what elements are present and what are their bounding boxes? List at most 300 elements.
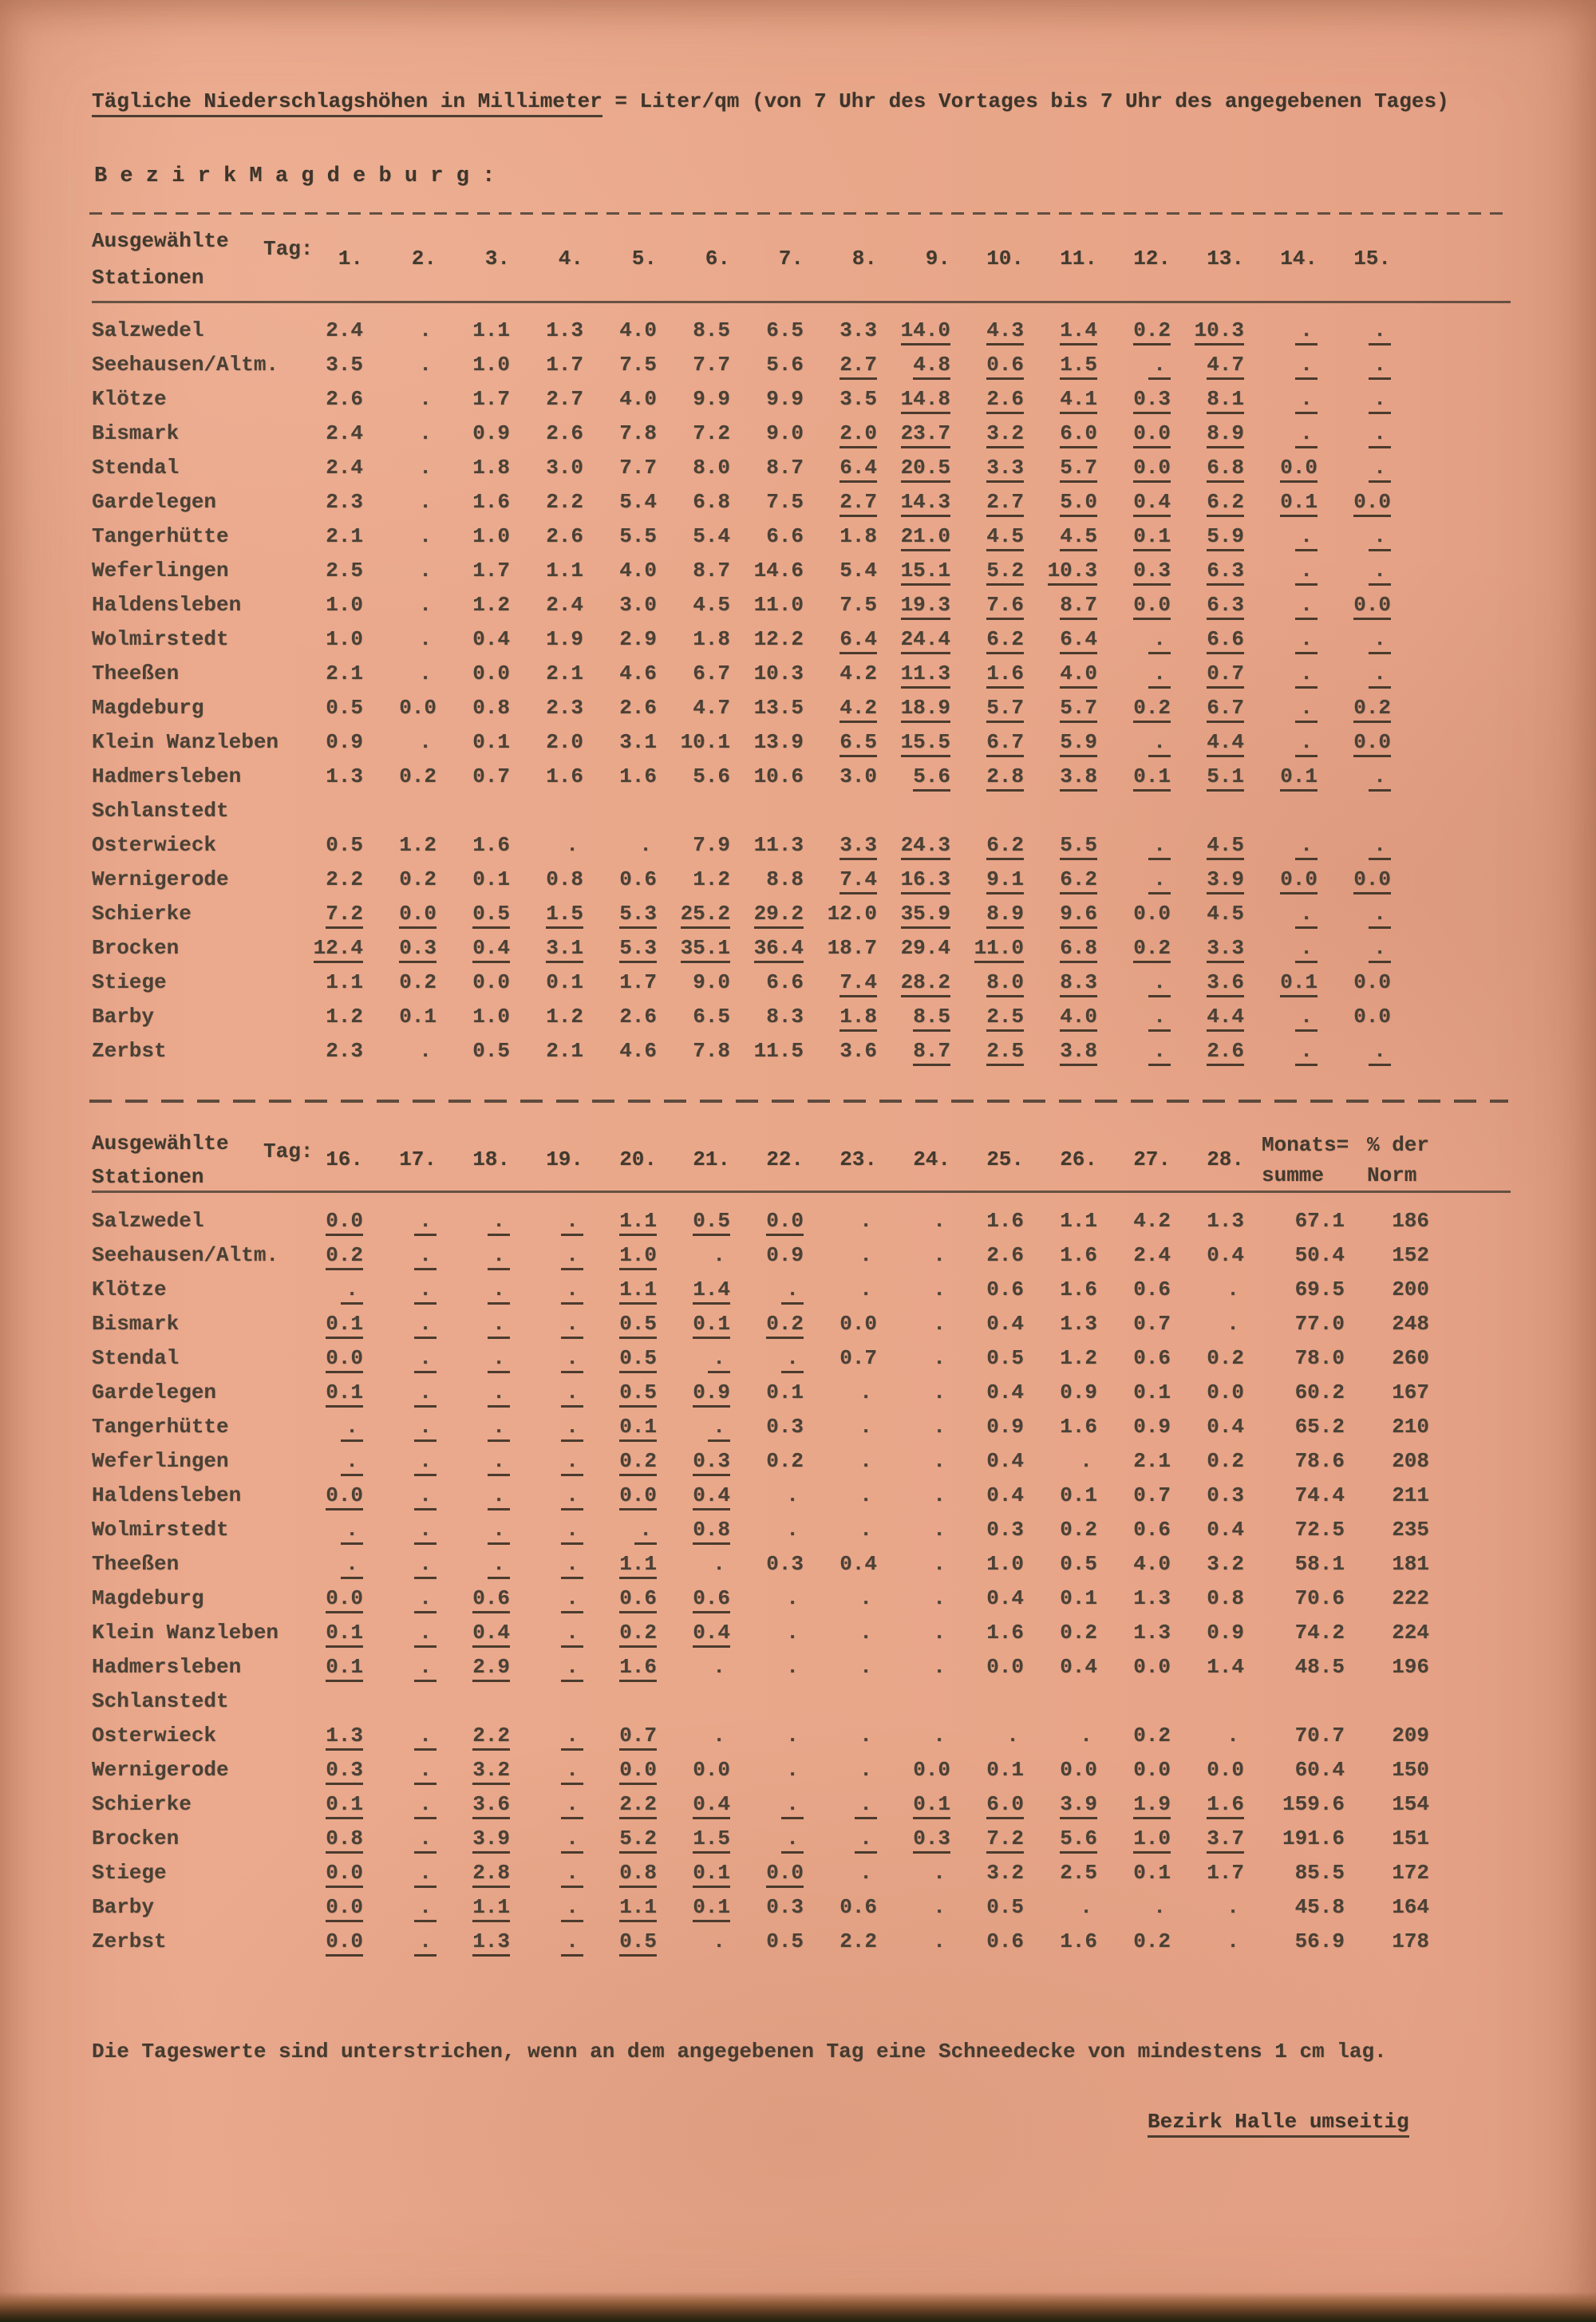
cell-text: .	[713, 1243, 725, 1267]
value-cell	[968, 622, 1041, 657]
value-cell	[1115, 966, 1188, 1000]
value-cell	[454, 1925, 527, 1959]
cell-text: 0.1	[986, 1758, 1024, 1782]
cell-text: 167	[1392, 1380, 1429, 1404]
value-cell	[1041, 1479, 1115, 1513]
value-cell	[748, 1856, 821, 1890]
cell-text: 0.0	[1133, 456, 1171, 483]
cell-text: 1.3	[326, 1724, 363, 1751]
value-cell	[381, 1376, 454, 1410]
cell-text: 2.9	[619, 627, 657, 651]
value-cell	[968, 451, 1041, 485]
cell-text: 23.	[839, 1147, 877, 1171]
cell-text: .	[786, 1621, 799, 1645]
value-cell	[968, 897, 1041, 931]
cell-text: .	[414, 1793, 437, 1819]
cell-text: 10.3	[753, 661, 804, 685]
value-cell	[454, 828, 527, 863]
station-row	[92, 1479, 1511, 1513]
day-column-header	[1115, 247, 1188, 271]
value-cell	[1262, 931, 1335, 966]
value-cell	[968, 485, 1041, 519]
value-cell	[454, 1719, 527, 1753]
cell-text: 2.9	[472, 1656, 510, 1682]
value-cell	[381, 725, 454, 760]
value-cell	[527, 1925, 601, 1959]
value-cell	[968, 314, 1041, 348]
cell-text: 0.8	[1207, 1586, 1244, 1610]
value-cell	[674, 1753, 748, 1787]
value-cell	[1115, 691, 1188, 725]
value-cell	[381, 348, 454, 382]
value-cell	[968, 1822, 1041, 1856]
value-cell	[821, 1856, 895, 1890]
cell-text: 191.6	[1282, 1826, 1345, 1850]
value-cell	[674, 417, 748, 451]
value-cell	[1188, 485, 1262, 519]
cell-text: 8.8	[766, 867, 804, 891]
station-row	[92, 828, 1511, 863]
value-cell	[1115, 1719, 1188, 1753]
value-cell	[527, 1000, 601, 1034]
station-name: Tangerhütte	[92, 1415, 229, 1439]
percent-norm-header-line1: % der	[1367, 1133, 1430, 1157]
cell-text: 0.6	[1133, 1346, 1171, 1370]
station-name: Brocken	[92, 1826, 180, 1850]
cell-text: 0.2	[399, 867, 437, 891]
cell-text: .	[561, 1862, 583, 1888]
value-cell	[821, 417, 895, 451]
cell-text: 0.7	[1133, 1312, 1171, 1336]
station-row	[92, 1444, 1511, 1479]
cell-text: .	[933, 1243, 946, 1267]
value-cell	[968, 348, 1041, 382]
cell-text: .	[781, 1827, 804, 1854]
station-name: Haldensleben	[92, 1483, 242, 1507]
cell-text: 2.3	[546, 696, 583, 720]
value-cell	[381, 828, 454, 863]
value-cell	[601, 1547, 674, 1582]
cell-text: 0.0	[1280, 456, 1317, 483]
cell-text: .	[1227, 1277, 1239, 1301]
value-cell	[1188, 897, 1262, 931]
value-cell	[601, 1000, 674, 1034]
cell-text: 1.6	[1060, 1415, 1097, 1439]
station-row	[92, 417, 1511, 451]
cell-text: 7.7	[693, 353, 730, 377]
station-row	[92, 1000, 1511, 1034]
value-cell	[895, 691, 968, 725]
cell-text: 3.2	[986, 1861, 1024, 1885]
cell-text: 3.3	[839, 834, 877, 860]
value-cell	[601, 1341, 674, 1376]
cell-text: .	[414, 1381, 437, 1408]
cell-text: 0.1	[766, 1380, 804, 1404]
value-cell	[381, 1719, 454, 1753]
value-cell	[601, 1444, 674, 1479]
cell-text: .	[1369, 662, 1391, 689]
value-cell	[1335, 657, 1408, 691]
cell-text: 1.1	[619, 1553, 657, 1579]
value-cell	[601, 1034, 674, 1068]
value-cell	[1262, 622, 1335, 657]
value-cell	[895, 1513, 968, 1547]
value-cell	[454, 1616, 527, 1650]
value-cell	[1188, 725, 1262, 760]
cell-text: 21.	[693, 1147, 730, 1171]
cell-text: 24.4	[901, 628, 950, 654]
cell-text: 150	[1392, 1758, 1429, 1782]
value-cell	[1041, 863, 1115, 897]
value-cell	[748, 1513, 821, 1547]
value-cell	[601, 1719, 674, 1753]
value-cell	[1188, 1719, 1262, 1753]
cell-text: 7.4	[839, 971, 877, 997]
cell-text: 5.6	[693, 764, 730, 788]
cell-text: 7.8	[693, 1039, 730, 1063]
value-cell	[968, 863, 1041, 897]
value-cell	[968, 1856, 1041, 1890]
cell-text: 0.2	[766, 1449, 804, 1473]
value-cell	[1188, 931, 1262, 966]
value-cell	[454, 760, 527, 794]
cell-text: .	[786, 1758, 799, 1782]
value-cell	[454, 1204, 527, 1238]
value-cell	[674, 1204, 748, 1238]
cell-text: 70.6	[1294, 1586, 1345, 1610]
cell-text: 18.7	[827, 936, 877, 960]
cell-text: 1.7	[546, 353, 583, 377]
cell-text: 2.6	[1207, 1040, 1244, 1066]
value-cell	[1115, 1513, 1188, 1547]
cell-text: 5.3	[619, 902, 657, 929]
value-cell	[454, 1547, 527, 1582]
station-row	[92, 314, 1511, 348]
cell-text: 6.4	[839, 456, 877, 483]
cell-text: 19.	[546, 1147, 583, 1171]
cell-text: 0.0	[326, 1484, 363, 1510]
cell-text: 0.4	[986, 1380, 1024, 1404]
value-cell	[1115, 417, 1188, 451]
value-cell	[1188, 1341, 1262, 1376]
value-cell	[307, 588, 381, 622]
value-cell	[674, 657, 748, 691]
value-cell	[895, 1925, 968, 1959]
cell-text: 6.0	[986, 1793, 1024, 1819]
cell-text: 5.6	[913, 765, 950, 792]
cell-text: .	[561, 1724, 583, 1751]
value-cell	[1188, 1204, 1262, 1238]
monthly-sum-cell	[1262, 1307, 1367, 1341]
cell-text: .	[1153, 1895, 1166, 1919]
value-cell	[307, 1925, 381, 1959]
value-cell	[748, 1034, 821, 1068]
cell-text: .	[561, 1416, 583, 1442]
value-cell	[307, 1753, 381, 1787]
cell-text: 0.5	[766, 1929, 804, 1953]
value-cell	[821, 897, 895, 931]
value-cell	[527, 1273, 601, 1307]
cell-text: 85.5	[1294, 1861, 1345, 1885]
cell-text: 2.5	[986, 1040, 1024, 1066]
cell-text: 1.4	[693, 1278, 730, 1305]
value-cell	[307, 657, 381, 691]
cell-text: 14.6	[753, 559, 804, 582]
value-cell	[307, 348, 381, 382]
value-cell	[821, 382, 895, 417]
cell-text: 11.3	[901, 662, 950, 689]
station-row	[92, 1547, 1511, 1582]
cell-text: 0.6	[619, 867, 657, 891]
station-name: Klein Wanzleben	[92, 1621, 279, 1645]
cell-text: 1.2	[1060, 1346, 1097, 1370]
cell-text: 5.6	[1060, 1827, 1097, 1854]
value-cell	[674, 1547, 748, 1582]
value-cell	[1041, 1034, 1115, 1068]
station-name: Klötze	[92, 387, 167, 411]
value-cell	[601, 382, 674, 417]
cell-text: 20.5	[901, 456, 950, 483]
value-cell	[527, 519, 601, 554]
cell-text: 8.	[851, 247, 877, 271]
value-cell	[674, 451, 748, 485]
cell-text: .	[933, 1277, 946, 1301]
cell-text: 1.3	[1060, 1312, 1097, 1336]
value-cell	[1188, 382, 1262, 417]
value-cell	[307, 1582, 381, 1616]
value-cell	[1188, 1273, 1262, 1307]
value-cell	[1041, 622, 1115, 657]
cell-text: 2.6	[986, 1243, 1024, 1267]
value-cell	[674, 1307, 748, 1341]
cell-text: 0.0	[1353, 1005, 1391, 1029]
station-name: Theeßen	[92, 1552, 180, 1576]
value-cell	[1262, 966, 1335, 1000]
cell-text: 6.5	[693, 1005, 730, 1029]
value-cell	[381, 1822, 454, 1856]
cell-text: .	[1369, 559, 1391, 586]
value-cell	[527, 1479, 601, 1513]
value-cell	[381, 554, 454, 588]
value-cell	[1262, 760, 1335, 794]
cell-text: 8.7	[913, 1040, 950, 1066]
cell-text: 24.3	[901, 834, 950, 860]
value-cell	[527, 588, 601, 622]
cell-text: 11.3	[753, 833, 804, 857]
cell-text: 260	[1392, 1346, 1429, 1370]
cell-text: .	[561, 1450, 583, 1476]
value-cell	[1115, 1204, 1188, 1238]
value-cell	[748, 1307, 821, 1341]
value-cell	[381, 1616, 454, 1650]
cell-text: .	[561, 1827, 583, 1854]
cell-text: 0.4	[1060, 1655, 1097, 1679]
value-cell	[674, 1000, 748, 1034]
value-cell	[821, 725, 895, 760]
value-cell	[1041, 348, 1115, 382]
cell-text: 4.5	[986, 525, 1024, 551]
cell-text: 5.6	[766, 353, 804, 377]
value-cell	[895, 417, 968, 451]
value-cell	[895, 1376, 968, 1410]
station-name: Wolmirstedt	[92, 1518, 229, 1542]
value-cell	[1041, 1582, 1115, 1616]
cell-text: 0.5	[619, 1347, 657, 1373]
value-cell	[895, 1753, 968, 1787]
cell-text: 15.	[1353, 247, 1391, 271]
cell-text: .	[488, 1278, 510, 1305]
cell-text: 9.9	[766, 387, 804, 411]
cell-text: .	[859, 1415, 872, 1439]
station-row	[92, 554, 1511, 588]
cell-text: 36.4	[754, 937, 804, 963]
value-cell	[601, 348, 674, 382]
cell-text: 1.6	[546, 764, 583, 788]
stations-header-line2: Stationen	[92, 1165, 204, 1189]
table2-header-rule	[92, 1191, 1511, 1193]
value-cell	[307, 1890, 381, 1925]
value-cell	[307, 1479, 381, 1513]
station-name: Brocken	[92, 936, 180, 960]
value-cell	[1262, 417, 1335, 451]
day-column-header	[1115, 1147, 1188, 1171]
value-cell	[381, 314, 454, 348]
cell-text: 1.2	[546, 1005, 583, 1029]
value-cell	[821, 1204, 895, 1238]
value-cell	[1335, 588, 1408, 622]
value-cell	[968, 1444, 1041, 1479]
station-row	[92, 519, 1511, 554]
cell-text: 1.0	[1133, 1827, 1171, 1854]
cell-text: .	[859, 1277, 872, 1301]
cell-text: 4.5	[693, 593, 730, 617]
day-column-header	[527, 247, 601, 271]
cell-text: 0.4	[693, 1621, 730, 1648]
monthly-sum-cell	[1262, 1204, 1367, 1238]
value-cell	[1041, 1890, 1115, 1925]
value-cell	[1041, 451, 1115, 485]
value-cell	[1041, 382, 1115, 417]
station-name: Bismark	[92, 1312, 180, 1336]
value-cell	[1262, 314, 1335, 348]
stations-header-line1: Ausgewählte	[92, 229, 229, 253]
value-cell	[895, 348, 968, 382]
monthly-sum-cell	[1262, 1273, 1367, 1307]
value-cell	[1041, 1444, 1115, 1479]
value-cell	[968, 931, 1041, 966]
station-name: Klötze	[92, 1277, 167, 1301]
cell-text: 16.3	[901, 868, 950, 894]
value-cell	[307, 1650, 381, 1684]
day-column-header	[674, 1147, 748, 1171]
value-cell	[821, 1273, 895, 1307]
cell-text: .	[1080, 1449, 1092, 1473]
cell-text: 50.4	[1294, 1243, 1345, 1267]
value-cell	[601, 622, 674, 657]
value-cell	[674, 588, 748, 622]
cell-text: 0.1	[1060, 1483, 1097, 1507]
value-cell	[821, 1479, 895, 1513]
cell-text: 1.3	[472, 1930, 510, 1957]
cell-text: 4.2	[839, 697, 877, 723]
cell-text: 2.6	[546, 421, 583, 445]
value-cell	[1188, 588, 1262, 622]
value-cell	[381, 966, 454, 1000]
cell-text: 0.7	[839, 1346, 877, 1370]
cell-text: .	[1295, 559, 1317, 586]
cell-text: .	[1148, 731, 1171, 757]
value-cell	[381, 519, 454, 554]
cell-text: 0.9	[1133, 1415, 1171, 1439]
cell-text: .	[933, 1483, 946, 1507]
value-cell	[968, 1719, 1041, 1753]
station-name: Salzwedel	[92, 318, 204, 342]
value-cell	[1041, 1925, 1115, 1959]
cell-text: .	[488, 1484, 510, 1510]
cell-text: 7.5	[766, 490, 804, 514]
cell-text: .	[561, 1587, 583, 1613]
percent-norm-cell	[1367, 1616, 1447, 1650]
value-cell	[1115, 554, 1188, 588]
value-cell	[381, 1273, 454, 1307]
cell-text: 25.2	[681, 902, 730, 929]
cell-text: 5.0	[1060, 491, 1097, 517]
value-cell	[1335, 725, 1408, 760]
monthly-sum-cell	[1262, 1444, 1367, 1479]
cell-text: 3.6	[472, 1793, 510, 1819]
cell-text: 0.0	[326, 1587, 363, 1613]
value-cell	[748, 1719, 821, 1753]
cell-text: .	[781, 1793, 804, 1819]
value-cell	[1041, 1307, 1115, 1341]
cell-text: 0.9	[1207, 1621, 1244, 1645]
value-cell	[674, 1513, 748, 1547]
cell-text: 0.1	[693, 1896, 730, 1922]
cell-text: 0.0	[913, 1758, 950, 1782]
cell-text: 7.2	[693, 421, 730, 445]
cell-text: 8.7	[766, 456, 804, 480]
cell-text: 0.1	[1280, 765, 1317, 792]
value-cell	[381, 1034, 454, 1068]
value-cell	[307, 1341, 381, 1376]
cell-text: 2.7	[839, 353, 877, 380]
cell-text: 6.8	[693, 490, 730, 514]
cell-text: 6.2	[986, 834, 1024, 860]
cell-text: 2.1	[326, 524, 363, 548]
value-cell	[307, 1238, 381, 1273]
cell-text: 1.6	[1060, 1277, 1097, 1301]
cell-text: .	[1080, 1895, 1092, 1919]
value-cell	[1188, 1513, 1262, 1547]
cell-text: 48.5	[1294, 1655, 1345, 1679]
cell-text: 0.1	[326, 1381, 363, 1408]
value-cell	[381, 485, 454, 519]
value-cell	[895, 1582, 968, 1616]
cell-text: .	[414, 1827, 437, 1854]
cell-text: 0.5	[326, 696, 363, 720]
value-cell	[1188, 314, 1262, 348]
value-cell	[895, 1341, 968, 1376]
cell-text: .	[639, 833, 652, 857]
monthly-sum-cell	[1262, 1719, 1367, 1753]
cell-text: .	[414, 1244, 437, 1270]
value-cell	[821, 1582, 895, 1616]
value-cell	[381, 1890, 454, 1925]
cell-text: 5.4	[839, 559, 877, 582]
cell-text: .	[933, 1724, 946, 1747]
cell-text: 0.1	[546, 970, 583, 994]
value-cell	[748, 725, 821, 760]
